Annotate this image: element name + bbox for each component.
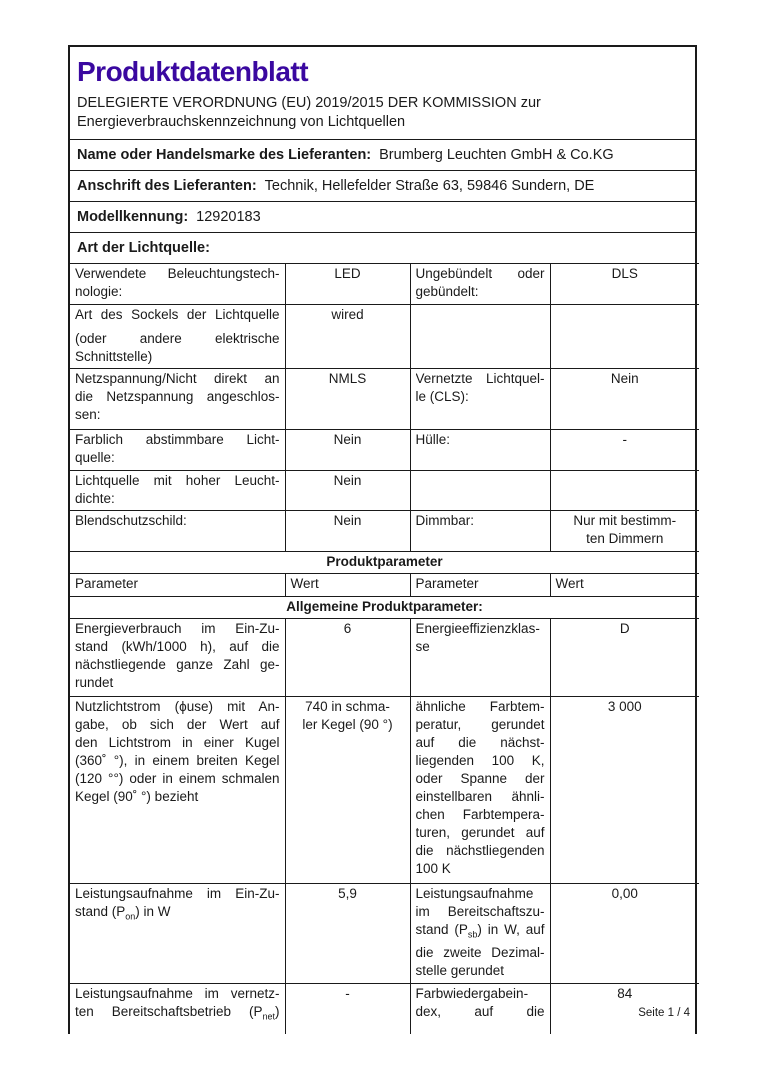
param-cell <box>410 305 550 369</box>
value-cell: wired <box>285 305 410 369</box>
param-cell: Blendschutzschild: <box>70 511 285 552</box>
column-header: Parameter <box>410 574 550 597</box>
param-cell: Hülle: <box>410 430 550 471</box>
param-cell <box>410 471 550 511</box>
param-cell: ähnliche Farbtem- peratur, gerundet auf die nächst- liegenden 100 K, oder Spanne der einstellbaren ähnli- chen Farbtempera- turen, gerundet auf die nächstliegenden 100 K <box>410 697 550 884</box>
value-cell: 84 <box>550 984 699 1034</box>
light-source-type-label: Art der Lichtquelle: <box>77 240 210 256</box>
parameters-table <box>70 263 699 1034</box>
value-cell <box>550 471 699 511</box>
value-cell: 5,9 <box>285 884 410 984</box>
table-row <box>70 619 699 697</box>
value-cell: 3 000 <box>550 697 699 884</box>
param-cell: Leistungsaufnahme im Ein-Zu- stand $(P_{on})$ in W <box>70 884 285 984</box>
param-cell: Energieverbrauch im Ein-Zu- stand (kWh/1000 h), auf die nächstliegende ganze Zahl ge- rundet <box>70 619 285 697</box>
param-cell: Nutzlichtstrom (ϕuse) mit An- gabe, ob sich der Wert auf den Lichtstrom in einer Kugel (360˚ °), in einem breiten Kegel (120 °°) oder in einem schmalen Kegel (90˚ °) bezieht <box>70 697 285 884</box>
param-cell: Leistungsaufnahme im Bereitschaftszu- stand $(P_{sb})$ in W, auf die zweite Dezimal- stelle gerundet <box>410 884 550 984</box>
supplier-address-value: Technik, Hellefelder Straße 63, 59846 Sundern, DE <box>264 178 595 194</box>
param-cell: Verwendete Beleuchtungstech- nologie: <box>70 264 285 305</box>
regulation-subtitle: DELEGIERTE VERORDNUNG (EU) 2019/2015 DER KOMMISSION zur Energieverbrauchskennzeichnung von Lichtquellen <box>77 95 541 130</box>
column-header: Wert <box>285 574 410 597</box>
table-row <box>70 511 699 552</box>
value-cell: 0,00 <box>550 884 699 984</box>
table-row <box>70 264 699 305</box>
column-header: Parameter <box>70 574 285 597</box>
param-cell: Leistungsaufnahme im vernetz- ten Bereitschaftsbetrieb $(P_{net})$ <box>70 984 285 1034</box>
param-cell: Dimmbar: <box>410 511 550 552</box>
table-row <box>70 471 699 511</box>
section-heading-row <box>70 552 699 574</box>
value-cell: 740 in schma- ler Kegel (90 °) <box>285 697 410 884</box>
supplier-address-label: Anschrift des Lieferanten: <box>77 178 257 194</box>
value-cell: DLS <box>550 264 699 305</box>
value-cell: - <box>285 984 410 1034</box>
table-row-cutoff <box>70 984 699 1034</box>
table-row <box>70 430 699 471</box>
value-cell: 6 <box>285 619 410 697</box>
model-id-row <box>70 201 695 232</box>
supplier-name-row <box>70 139 695 170</box>
table-row <box>70 369 699 430</box>
value-cell: Nein <box>285 471 410 511</box>
value-cell: Nein <box>285 511 410 552</box>
model-id-label: Modellkennung: <box>77 209 189 225</box>
section-heading: Produktparameter <box>70 552 699 574</box>
value-cell: NMLS <box>285 369 410 430</box>
param-cell: Ungebündelt oder gebündelt: <box>410 264 550 305</box>
light-source-type-row <box>70 232 695 263</box>
value-cell: Nein <box>285 430 410 471</box>
value-cell: - <box>550 430 699 471</box>
param-cell: Netzspannung/Nicht direkt an die Netzspannung angeschlos- sen: <box>70 369 285 430</box>
page-number: Seite 1 / 4 <box>638 1007 690 1019</box>
param-cell: Lichtquelle mit hoher Leucht- dichte: <box>70 471 285 511</box>
supplier-address-row <box>70 170 695 201</box>
supplier-name-label: Name oder Handelsmarke des Lieferanten: <box>77 147 372 163</box>
value-cell: D <box>550 619 699 697</box>
column-header-row <box>70 574 699 597</box>
param-cell: Art des Sockels der Lichtquelle (oder andere elektrische Schnittstelle) <box>70 305 285 369</box>
section-subheading-row <box>70 597 699 619</box>
table-row <box>70 697 699 884</box>
table-row <box>70 305 699 369</box>
column-header: Wert <box>550 574 699 597</box>
page-title: Produktdatenblatt <box>77 56 309 87</box>
value-cell <box>550 305 699 369</box>
supplier-name-value: Brumberg Leuchten GmbH & Co.KG <box>379 147 614 163</box>
table-row <box>70 884 699 984</box>
param-cell: Energieeffizienzklas- se <box>410 619 550 697</box>
title-block <box>70 47 695 139</box>
section-subheading: Allgemeine Produktparameter: <box>70 597 699 619</box>
value-cell: Nur mit bestimm- ten Dimmern <box>550 511 699 552</box>
model-id-value: 12920183 <box>196 209 261 225</box>
value-cell: Nein <box>550 369 699 430</box>
datasheet-frame <box>68 45 697 1034</box>
param-cell: Vernetzte Lichtquel- le (CLS): <box>410 369 550 430</box>
param-cell: Farblich abstimmbare Licht- quelle: <box>70 430 285 471</box>
param-cell: Farbwiedergabein- dex, auf die <box>410 984 550 1034</box>
value-cell: LED <box>285 264 410 305</box>
